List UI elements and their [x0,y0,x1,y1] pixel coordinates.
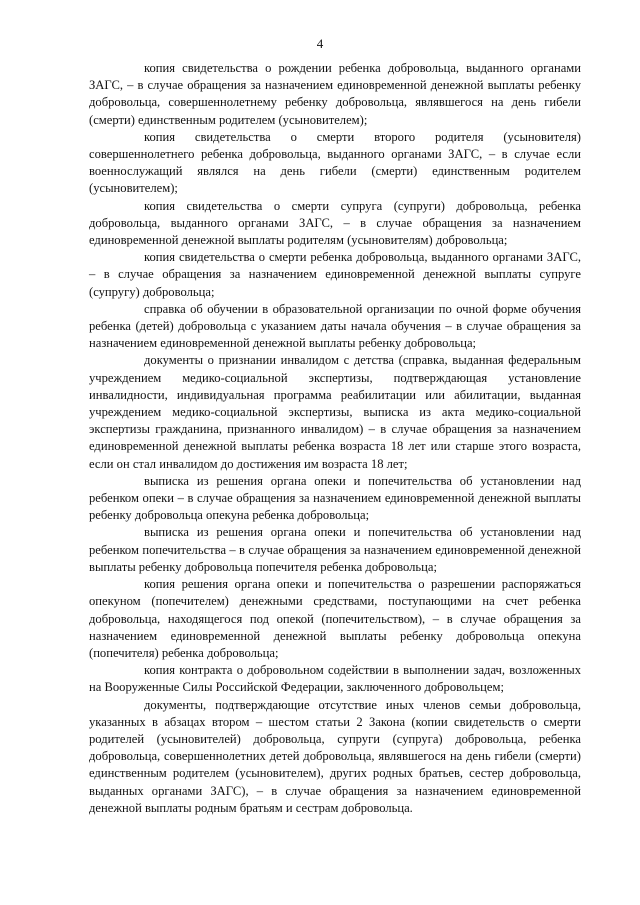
page-number: 4 [316,36,324,51]
paragraph: копия свидетельства о рождении ребенка добровольца, выданного органами ЗАГС, – в случае обращения за назначением единовременной денежной выплаты ребенку добровольца, совершеннолетнему ребенку добровольца, являвшегося на день гибели (смерти) единственным родителем (усыновителем); [89,61,581,127]
paragraph: копия контракта о добровольном содействии в выполнении задач, возложенных на Вооруженные Силы Российской Федерации, заключенного добровольцем; [89,663,581,695]
paragraph: документы, подтверждающие отсутствие иных членов семьи добровольца, указанных в абзацах втором – шестом статьи 2 Закона (копии свидетельств о смерти родителей (усыновителей) добровольца, супруги (супруга) добровольца, ребенка добровольца, совершеннолетних детей добровольца, являвшегося на день гибели (смерти) единственным родителем (усыновителем), других родных братьев, сестер добровольца, выданных органами ЗАГС), – в случае обращения за назначением единовременной денежной выплаты родным братьям и сестрам добровольца. [89,697,581,815]
paragraph: копия свидетельства о смерти ребенка добровольца, выданного органами ЗАГС, – в случае обращения за назначением единовременной денежной выплаты супруге (супругу) добровольца; [89,250,581,299]
paragraph: копия свидетельства о смерти второго родителя (усыновителя) совершеннолетнего ребенка добровольца, выданного органами ЗАГС, – в случае если военнослужащий являлся на день гибели (смерти) единственным родителем (усыновителем); [89,129,581,196]
document-body [89,60,581,817]
paragraph: документы о признании инвалидом с детства (справка, выданная федеральным учреждением медико-социальной экспертизы, подтверждающая установление инвалидности, индивидуальная программа реабилитации или абилитации, выданная учреждением медико-социальной экспертизы, выписка из акта медико-социальной экспертизы гражданина, признанного инвалидом) – в случае обращения за назначением единовременной денежной выплаты ребенка возраста 18 лет или старше этого возраста, если он стал инвалидом до достижения им возраста 18 лет; [89,353,581,471]
paragraph: копия свидетельства о смерти супруга (супруги) добровольца, ребенка добровольца, выданного органами ЗАГС, – в случае обращения за назначением единовременной денежной выплаты родителям (усыновителям) добровольца; [89,198,581,248]
paragraph: копия решения органа опеки и попечительства о разрешении распоряжаться опекуном (попечителем) денежными средствами, поступающими на счет ребенка добровольца, находящегося под опекой (попечительством), – в случае обращения за назначением единовременной денежной выплаты ребенку добровольца опекуна (попечителя) ребенка добровольца; [89,577,581,660]
paragraph: выписка из решения органа опеки и попечительства об установлении над ребенком попечительства – в случае обращения за назначением единовременной денежной выплаты ребенку добровольца попечителя ребенка добровольца; [89,525,581,574]
paragraph: справка об обучении в образовательной организации по очной форме обучения ребенка (детей) добровольца с указанием даты начала обучения – в случае обращения за назначением единовременной денежной выплаты ребенку добровольца; [89,301,581,351]
paragraph: выписка из решения органа опеки и попечительства об установлении над ребенком опеки – в случае обращения за назначением единовременной денежной выплаты ребенку добровольца опекуна ребенка добровольца; [89,473,581,523]
